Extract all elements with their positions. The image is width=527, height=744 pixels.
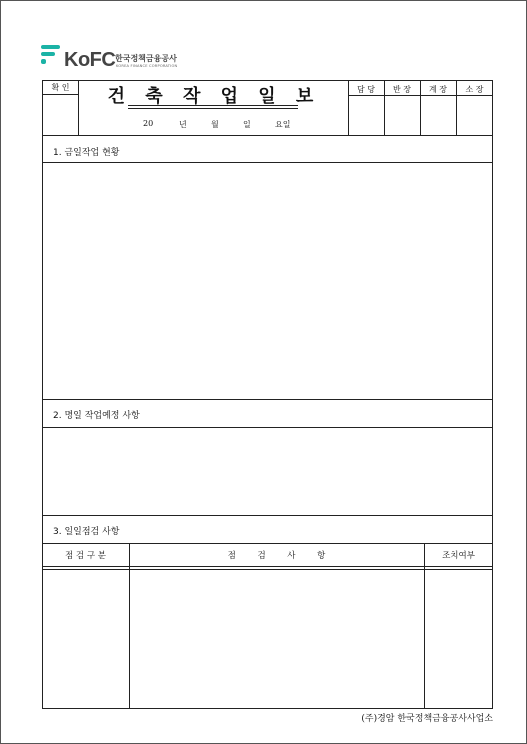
section-today-work: 1. 금일작업 현황 xyxy=(53,148,120,158)
section-daily-inspection: 3. 일일점검 사항 xyxy=(53,527,120,537)
logo-wordmark: KoFC xyxy=(64,49,116,71)
date-weekday: 요일 xyxy=(275,120,291,129)
confirm-label: 확 인 xyxy=(51,83,70,92)
col-action-status: 조치여부 xyxy=(442,551,475,561)
approval-banjang: 반 장 xyxy=(393,85,411,94)
col-inspection-items: 점 검 사 항 xyxy=(227,551,326,561)
approval-damdang: 담 당 xyxy=(357,85,375,94)
logo-korean-name: 한국정책금융공사 xyxy=(115,54,177,63)
date-year: 년 xyxy=(179,120,187,129)
date-year-prefix: 20 xyxy=(143,119,154,128)
footer-company: (주)경암 한국정책금융공사사업소 xyxy=(361,714,493,724)
logo-english-name: KOREA FINANCE CORPORATION xyxy=(116,64,178,68)
document-title: 건 축 작 업 일 보 xyxy=(107,86,321,107)
date-day: 일 xyxy=(243,120,251,129)
body-table xyxy=(42,135,493,709)
section-tomorrow-plan: 2. 명일 작업예정 사항 xyxy=(53,411,140,421)
col-inspection-category: 점 검 구 분 xyxy=(65,551,106,561)
approval-sojang: 소 장 xyxy=(465,85,484,94)
kofc-logo-icon xyxy=(38,42,60,66)
approval-gyejang: 계 장 xyxy=(429,85,447,94)
date-month: 월 xyxy=(211,120,219,129)
